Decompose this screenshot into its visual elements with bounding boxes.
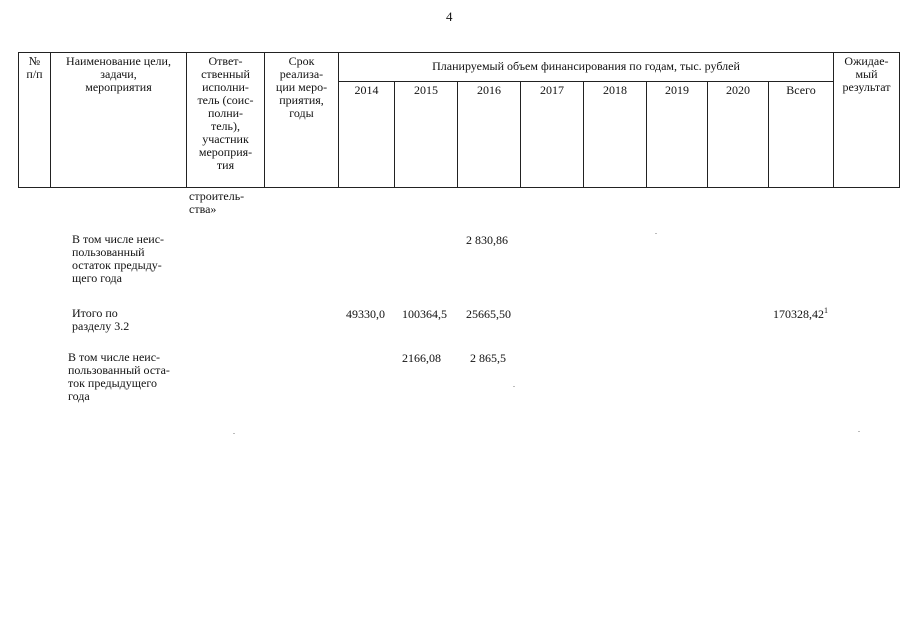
scan-speck — [513, 386, 515, 387]
row2-value-2014: 49330,0 — [346, 307, 385, 321]
header-year-2019: 2019 — [647, 81, 708, 187]
header-year-2016: 2016 — [458, 81, 521, 187]
header-year-2017: 2017 — [521, 81, 584, 187]
header-year-2018: 2018 — [584, 81, 647, 187]
continuation-text: строитель- ства» — [189, 189, 245, 216]
row-label-section-total: Итого по разделу 3.2 — [72, 306, 130, 333]
header-year-2015: 2015 — [395, 81, 458, 187]
page-number: 4 — [446, 9, 453, 24]
row-label-unused-balance-2: В том числе неис- пользованный оста- ток предыдущего года — [68, 350, 170, 403]
footnote-marker: 1 — [824, 306, 828, 315]
header-term: Срок реализа- ции меро- приятия, годы — [265, 53, 339, 188]
financing-table-header — [18, 52, 900, 188]
scan-speck — [655, 233, 657, 234]
row1-value-2016: 2 830,86 — [466, 233, 508, 247]
header-name: Наименование цели, задачи, мероприятия — [51, 53, 187, 188]
header-number: № п/п — [19, 53, 51, 188]
row3-value-2015: 2166,08 — [402, 351, 441, 365]
header-financing: Планируемый объем финансирования по годам, тыс. рублей — [339, 53, 834, 82]
header-year-2014: 2014 — [339, 81, 395, 187]
scan-speck — [233, 433, 235, 434]
header-total: Всего — [769, 81, 834, 187]
row2-value-2016: 25665,50 — [466, 307, 511, 321]
header-result: Ожидае- мый результат — [834, 53, 900, 188]
header-responsible: Ответ- ственный исполни- тель (соис- полни- тель), участник мероприя- тия — [187, 53, 265, 188]
header-year-2020: 2020 — [708, 81, 769, 187]
row-label-unused-balance-1: В том числе неис- пользованный остаток предыду- щего года — [72, 232, 165, 285]
scan-speck — [858, 431, 860, 432]
row2-total-value: 170328,42 — [773, 307, 824, 321]
row2-value-2015: 100364,5 — [402, 307, 447, 321]
row3-value-2016: 2 865,5 — [470, 351, 506, 365]
row2-total — [773, 307, 828, 322]
